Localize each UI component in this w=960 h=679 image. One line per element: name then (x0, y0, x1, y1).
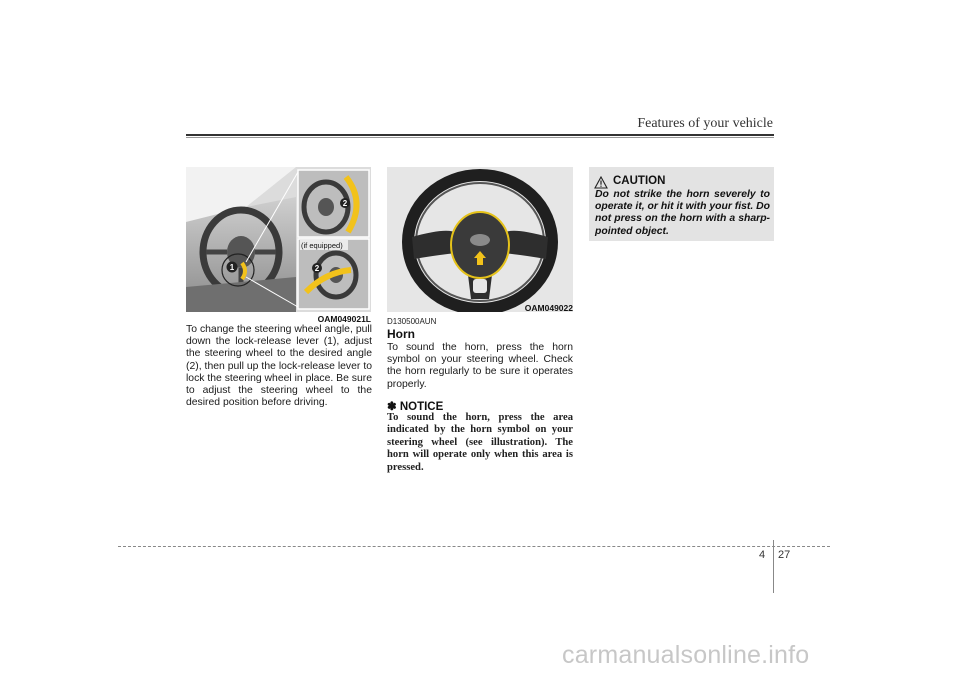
figure-code-left: OAM049021L (317, 314, 371, 324)
caution-body: Do not strike the horn severely to operate it, or hit it with your fist. Do not press on the horn with a sharp-pointed object. (595, 189, 770, 237)
caution-box (589, 167, 774, 241)
callout-2-bottom: 2 (314, 264, 320, 273)
steering-tilt-paragraph: To change the steering wheel angle, pull down the lock-release lever (1), adjust the steering wheel to the desired angle (2), then pull up the lock-release lever to lock the steering wheel in place. Be sure to adjust the steering wheel to the desired position before driving. (186, 324, 372, 409)
chapter-number: 4 (759, 549, 766, 561)
page-number: 27 (778, 549, 791, 561)
callout-2-top: 2 (342, 199, 348, 208)
notice-title: ✽ NOTICE (387, 401, 444, 413)
figure-code-middle: OAM049022 (524, 303, 573, 313)
footer-divider (118, 546, 830, 547)
horn-heading: Horn (387, 327, 415, 341)
steering-tilt-illustration (186, 167, 371, 312)
watermark: carmanualsonline.info (562, 641, 810, 669)
section-code: D130500AUN (387, 317, 437, 326)
horn-illustration (387, 167, 573, 312)
callout-1: 1 (229, 263, 235, 272)
steering-tilt-figure (186, 167, 371, 312)
header-rule-thin (186, 137, 774, 138)
notice-body: To sound the horn, press the area indicated by the horn symbol on your steering wheel (see illustration). The horn will operate only when this area is pressed. (387, 412, 573, 473)
warning-triangle-icon (594, 176, 608, 189)
inset-label: (if equipped) (301, 241, 343, 250)
header-rule (186, 134, 774, 136)
page-marker-line (773, 540, 774, 593)
section-title: Features of your vehicle (637, 116, 773, 131)
horn-figure (387, 167, 573, 312)
caution-title: CAUTION (613, 175, 666, 187)
horn-paragraph: To sound the horn, press the horn symbol on your steering wheel. Check the horn regularly to be sure it operates properly. (387, 342, 573, 390)
